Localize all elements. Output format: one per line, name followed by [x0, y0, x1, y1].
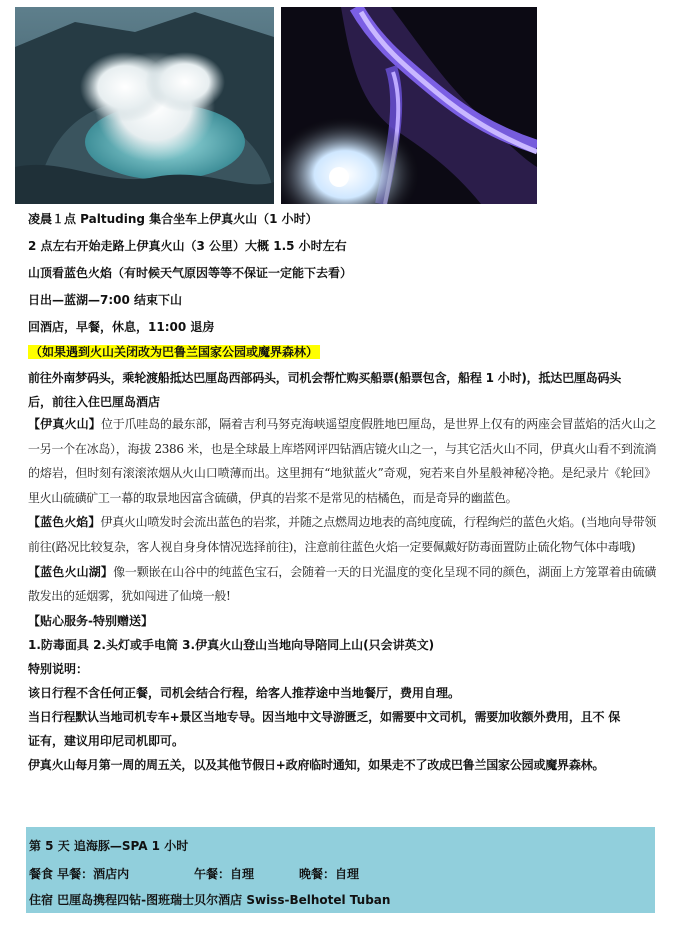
special-note-2: 当日行程默认当地司机专车+景区当地专导。因当地中文导游匮乏，如需要中文司机，需要加收额外费用，且不 保: [28, 709, 621, 724]
bluefire-title: 【蓝色火焰】: [28, 515, 101, 530]
meal-breakfast: 餐食 早餐：酒店内: [29, 867, 130, 881]
day-5-meals: [29, 865, 359, 882]
schedule-line-2: 2 点左右开始走路上伊真火山（3 公里）大概 1.5 小时左右: [28, 239, 347, 253]
photo-strip: [15, 7, 537, 204]
blue-fire-lava-photo: [281, 7, 537, 204]
transfer-line: 前往外南梦码头，乘轮渡船抵达巴厘岛西部码头，司机会帮忙购买船票(船票包含，船程 1 小时)，抵达巴厘岛码头: [28, 371, 622, 385]
service-title: 【贴心服务-特别赠送】: [28, 613, 153, 628]
bluefire-paragraph: [28, 510, 656, 559]
bluelake-paragraph: [28, 560, 656, 609]
day-5-lodging: 住宿 巴厘岛携程四钻-图班瑞士贝尔酒店 Swiss-Belhotel Tuban: [29, 893, 391, 907]
day-5-box: [26, 827, 655, 913]
meal-lunch: 午餐：自理: [194, 867, 255, 881]
transfer-line-2: 后，前往入住巴厘岛酒店: [28, 395, 161, 409]
bluelake-title: 【蓝色火山湖】: [28, 564, 114, 579]
special-note-3: 伊真火山每月第一周的周五关，以及其他节假日+政府临时通知，如果走不了改成巴鲁兰国家公园或魔界森林。: [28, 757, 605, 772]
ijen-title: 【伊真火山】: [28, 417, 101, 431]
schedule-line-4: 日出—蓝湖—7:00 结束下山: [28, 293, 183, 307]
highlighted-text: （如果遇到火山关闭改为巴鲁兰国家公园或魔界森林）: [30, 345, 319, 359]
volcano-crater-photo: [15, 7, 274, 204]
ijen-text: 位于爪哇岛的最东部，隔着吉利马努克海峡遥望度假胜地巴厘岛，是世界上仅有的两座会冒蓝焰的活火山之一另一个在冰岛），海拔 2386 米，也是全球最上库塔网评四钻酒店镜火山之一，与其它活火山不同，伊真火山看不到流淌的熔岩，但时刻有滚滚浓烟从火山口喷薄而出。这里拥有“地狱蓝火”奇观，宛若来自外星般神秘冷艳。是纪录片《轮回》里火山硫磺矿工一幕的取景地因富含硫磺，伊真的岩浆不是常见的桔橘色，而是奇异的幽蓝色。: [28, 417, 656, 505]
special-note-title: 特别说明：: [28, 661, 89, 676]
alternate-note: [28, 345, 656, 359]
schedule-line-1: 凌晨１点 Paltuding 集合坐车上伊真火山（1 小时）: [28, 212, 318, 226]
schedule-line-5: 回酒店，早餐，休息，11:00 退房: [28, 320, 215, 334]
day-5-title: 第 5 天 追海豚—SPA 1 小时: [29, 839, 189, 853]
special-note-2b: 证有，建议用印尼司机即可。: [28, 733, 185, 748]
ijen-paragraph: [28, 412, 656, 510]
service-items: 1.防毒面具 2.头灯或手电筒 3.伊真火山登山当地向导陪同上山(只会讲英文): [28, 637, 435, 652]
bluelake-text: 像一颗嵌在山谷中的纯蓝色宝石，会随着一天的日光温度的变化呈现不同的颜色，湖面上方笼罩着由硫磺散发出的延烟雾，犹如闯进了仙境一般!: [28, 564, 656, 604]
itinerary-content: [28, 207, 656, 772]
meal-dinner: 晚餐：自理: [299, 867, 360, 881]
bluefire-text: 伊真火山喷发时会流出蓝色的岩浆，并随之点燃周边地表的高纯度硫，行程绚烂的蓝色火焰。(当地向导带领前往(路况比较复杂，客人视自身身体情况选择前往)，注意前往蓝色火焰一定要佩戴好防毒面置防止硫化物气体中毒哦): [28, 515, 656, 554]
special-note-1: 该日行程不含任何正餐，司机会结合行程，给客人推荐途中当地餐厅，费用自理。: [28, 685, 461, 700]
schedule-line-3: 山顶看蓝色火焰（有时候天气原因等等不保证一定能下去看）: [28, 266, 353, 280]
